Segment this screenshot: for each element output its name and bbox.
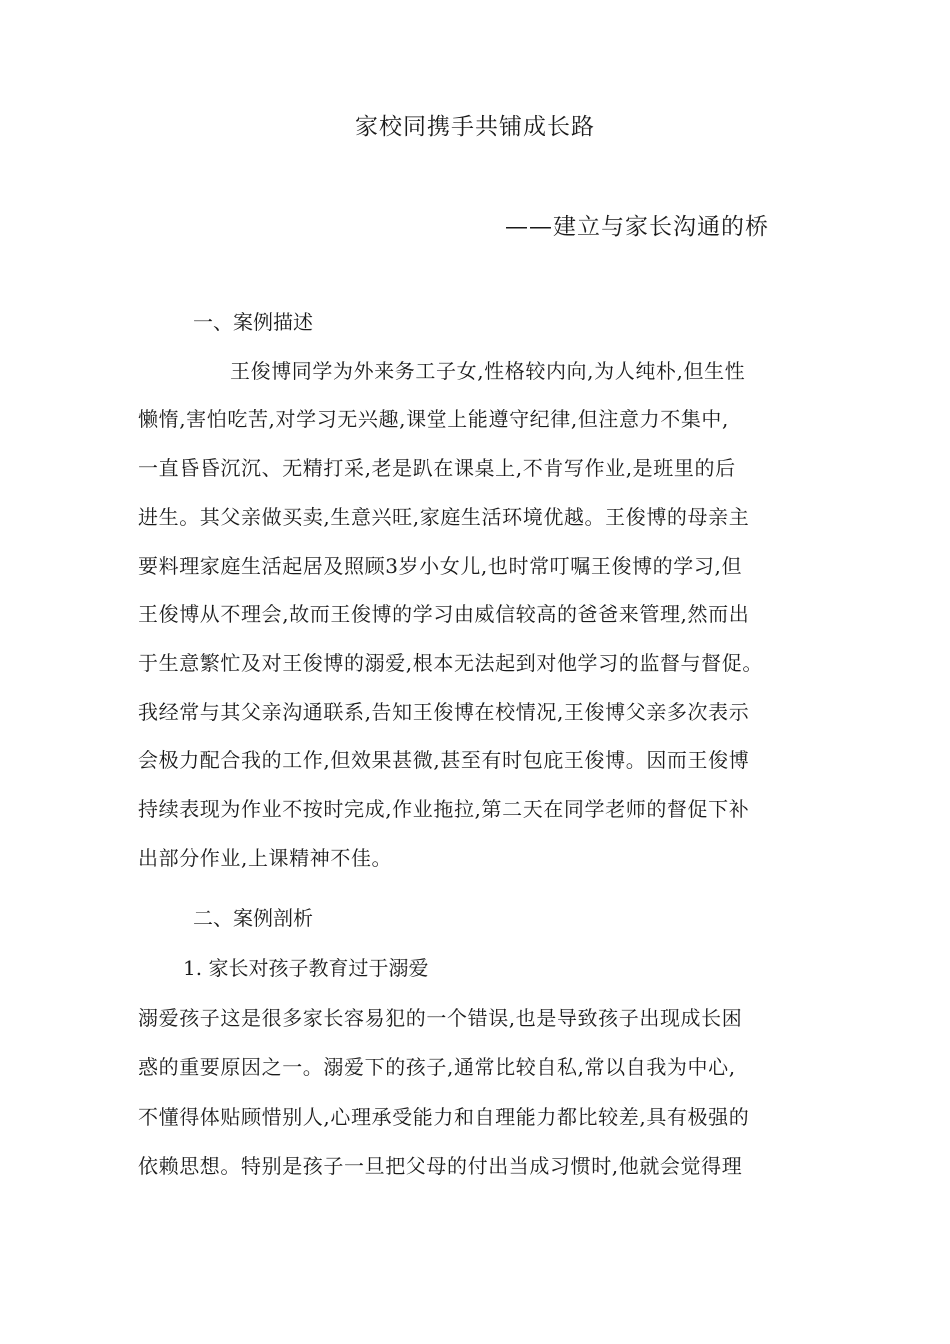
section1-line: 王俊博同学为外来务工子女,性格较内向,为人纯朴,但生性	[230, 359, 746, 383]
section2-line: 依赖思想。特别是孩子一旦把父母的付出当成习惯时,他就会觉得理	[138, 1154, 743, 1178]
section2-line: 不懂得体贴顾惜别人,心理承受能力和自理能力都比较差,具有极强的	[138, 1105, 750, 1129]
section2-line: 溺爱孩子这是很多家长容易犯的一个错误,也是导致孩子出现成长困	[138, 1006, 743, 1030]
section2-subheading: 1. 家长对孩子教育过于溺爱	[183, 956, 429, 980]
section1-heading: 一、案例描述	[193, 310, 313, 334]
section2-heading: 二、案例剖析	[193, 906, 313, 930]
section1-line: 要料理家庭生活起居及照顾3岁小女儿,也时常叮嘱王俊博的学习,但	[138, 554, 743, 578]
section1-line: 出部分作业,上课精神不佳。	[138, 846, 393, 870]
doc-subtitle: ——建立与家长沟通的桥	[505, 214, 769, 240]
section1-line: 我经常与其父亲沟通联系,告知王俊博在校情况,王俊博父亲多次表示	[138, 700, 750, 724]
section1-line: 持续表现为作业不按时完成,作业拖拉,第二天在同学老师的督促下补	[138, 797, 750, 821]
section1-line: 会极力配合我的工作,但效果甚微,甚至有时包庇王俊博。因而王俊博	[138, 748, 750, 772]
doc-title: 家校同携手共铺成长路	[355, 114, 595, 140]
section2-line: 惑的重要原因之一。溺爱下的孩子,通常比较自私,常以自我为中心,	[138, 1055, 736, 1079]
section1-line: 于生意繁忙及对王俊博的溺爱,根本无法起到对他学习的监督与督促。	[138, 651, 763, 675]
section1-line: 王俊博从不理会,故而王俊博的学习由威信较高的爸爸来管理,然而出	[138, 602, 750, 626]
section1-line: 懒惰,害怕吃苦,对学习无兴趣,课堂上能遵守纪律,但注意力不集中,	[138, 407, 729, 431]
section1-line: 进生。其父亲做买卖,生意兴旺,家庭生活环境优越。王俊博的母亲主	[138, 505, 750, 529]
section1-line: 一直昏昏沉沉、无精打采,老是趴在课桌上,不肯写作业,是班里的后	[138, 456, 736, 480]
